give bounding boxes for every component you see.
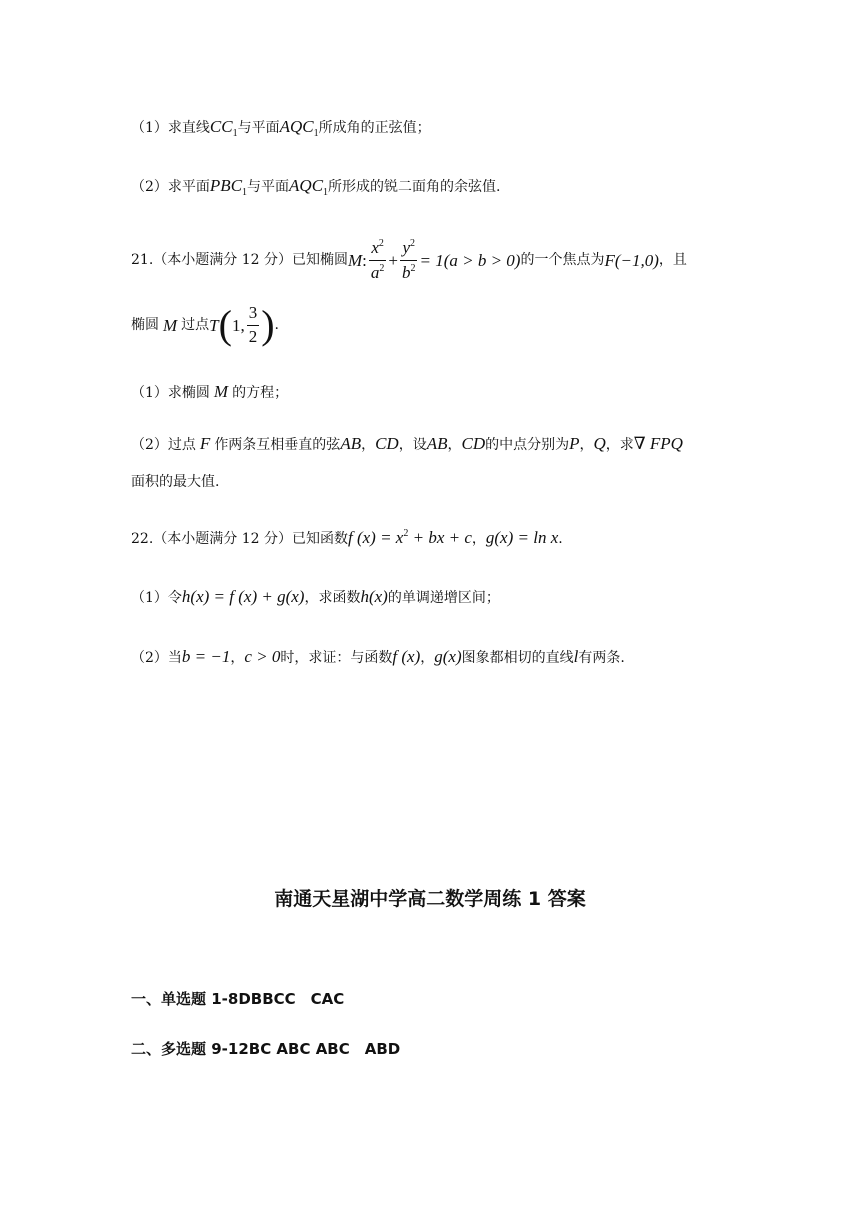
text: 作两条互相垂直的弦 (214, 437, 341, 453)
text: 过点 (181, 317, 210, 334)
text: 椭圆 (131, 317, 159, 334)
plane: $PBC_1$ (209, 176, 248, 198)
text: ，且 (658, 252, 687, 269)
text: 的方程； (232, 385, 289, 401)
math: g(x) (434, 647, 462, 666)
math: 1, (231, 315, 245, 335)
text: ，求 (605, 437, 634, 453)
math: M (347, 250, 363, 270)
math: h(x) (360, 587, 388, 606)
math: CD (375, 434, 399, 453)
math: T (209, 315, 219, 335)
math: AB (340, 434, 362, 453)
text: ，求函数 (304, 590, 361, 606)
fraction: $\frac{y^2}{b^2}$ (401, 238, 416, 282)
q20-part2 (131, 177, 500, 198)
q22-part2: （2）当b = −1，c > 0时，求证：与函数f (x)，g(x)图象都相切的直线l有两条. (131, 647, 625, 666)
text: 与平面 (237, 120, 280, 136)
text: 有两条. (578, 650, 625, 666)
text: 的一个焦点为 (520, 252, 605, 269)
math: = 1(a > b > 0) (419, 250, 521, 270)
math: c > 0 (244, 647, 281, 666)
plane: $AQC_1$ (279, 117, 319, 139)
q21-part2-cont (131, 475, 219, 489)
math: f $(x) = x^2$ + bx + c (347, 528, 472, 547)
fraction: $\frac{x^2}{a^2}$ (370, 238, 385, 282)
q21-part1 (131, 383, 288, 400)
math: ∇ FPQ (633, 434, 683, 453)
text: ，设 (398, 437, 427, 453)
text: （1）求椭圆 (131, 385, 210, 401)
text: 的单调递增区间； (387, 590, 500, 606)
answer-title: 南通天星湖中学高二数学周练 1 答案 (274, 888, 586, 910)
text: （2）求平面 (131, 179, 210, 195)
plane: $AQC_1$ (289, 176, 329, 198)
fraction: $\frac{3}{2}$ (248, 303, 258, 346)
text: 22.（本小题满分 12 分）已知函数 (131, 531, 348, 547)
q22-part1 (131, 588, 500, 605)
text: . (274, 317, 279, 334)
q21-part2: （2）过点 F 作两条互相垂直的弦AB，CD，设AB，CD的中点分别为P，Q，求∇ FPQ (131, 434, 683, 453)
answer-line-multi: 二、多选题 9-12BC ABC ABC ABD (131, 1040, 401, 1058)
q20-part1 (131, 118, 431, 139)
math: f (x) (392, 647, 421, 666)
text: （2）当 (131, 650, 182, 666)
q22-intro: 22.（本小题满分 12 分）已知函数f $(x) = x^2$ + bx + c，g(x) = ln x. (131, 528, 563, 547)
segment: $CC_1$ (209, 117, 238, 139)
math: F (199, 434, 211, 453)
text: 时，求证：与函数 (280, 650, 393, 666)
text: 所成角的正弦值； (318, 120, 431, 136)
math: l (573, 647, 579, 666)
text: （2）过点 (131, 437, 196, 453)
math: h(x) = f (x) + g(x) (181, 587, 305, 606)
text: 图象都相切的直线 (461, 650, 574, 666)
answer-line-single: 一、单选题 1-8DBBCC CAC (131, 990, 345, 1008)
text: （1）求直线 (131, 120, 210, 136)
text: （1）令 (131, 590, 182, 606)
text: 面积的最大值. (131, 474, 220, 490)
math: M (163, 315, 178, 335)
math: : (362, 250, 367, 270)
math: M (213, 382, 229, 401)
text: 所形成的锐二面角的余弦值. (328, 179, 501, 195)
math: b = −1 (181, 647, 231, 666)
q21-intro: 21.（本小题满分 12 分）已知椭圆 M : $\frac{x^2}{a^2}$ + $\frac{y^2}{b^2}$ = 1(a > b > 0) 的一个焦点为 F(−1,0) ，且 (131, 238, 687, 282)
q21-line2: 椭圆 M 过点 T ( 1, $\frac{3}{2}$ ) . (131, 302, 279, 348)
text: 与平面 (247, 179, 290, 195)
text: 的中点分别为 (485, 437, 570, 453)
math: F(−1,0) (604, 250, 659, 270)
math: g(x) = ln x (485, 528, 559, 547)
text: 21.（本小题满分 12 分）已知椭圆 (131, 252, 348, 269)
